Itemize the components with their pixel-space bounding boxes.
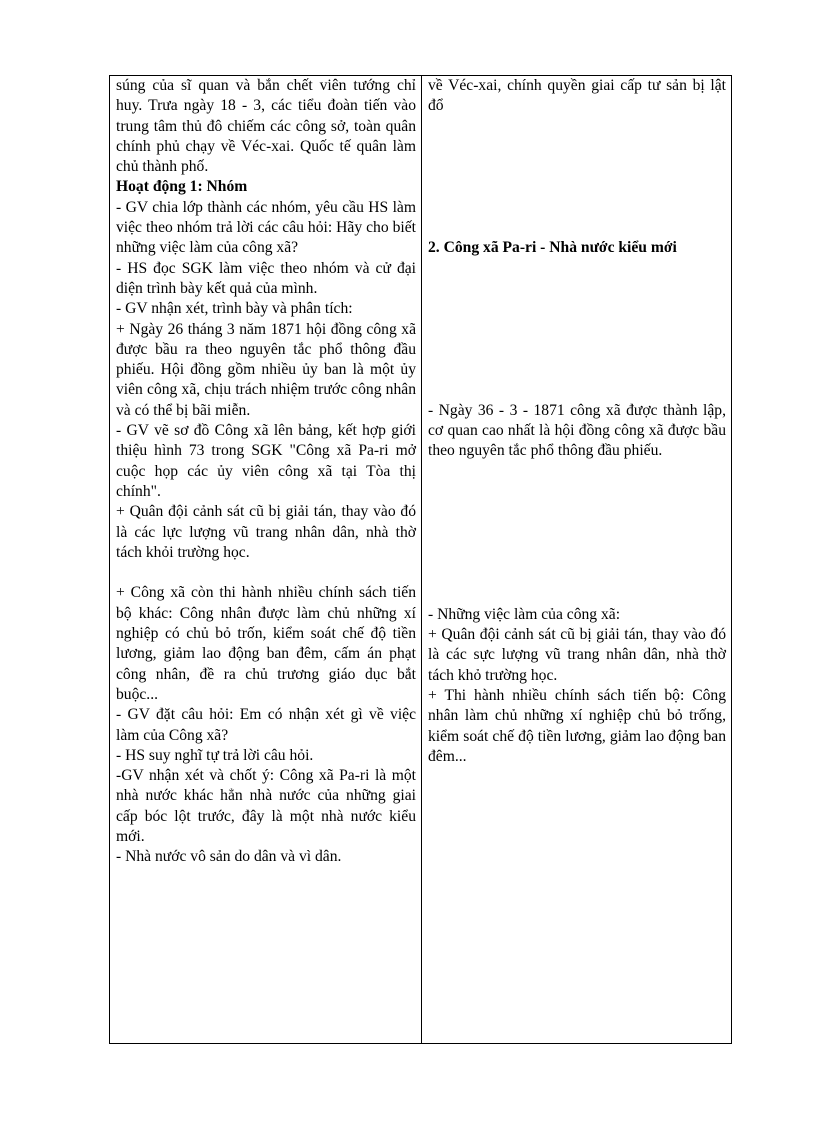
spacer [428,117,726,238]
blank-line [116,563,416,583]
table-row [110,76,732,1044]
intro-paragraph: về Véc-xai, chính quyền giai cấp tư sản bị lật đổ [428,77,726,115]
list-item: - GV vẽ sơ đồ Công xã lên bảng, kết hợp giới thiệu hình 73 trong SGK "Công xã Pa-ri mở cuộc họp các ủy viên công xã tại Tòa thị chính". [116,422,416,500]
list-item: - GV chia lớp thành các nhóm, yêu cầu HS làm việc theo nhóm trả lời các câu hỏi: Hãy cho biết những việc làm của công xã? [116,198,416,257]
lesson-table [109,75,732,1044]
list-item: - GV đặt câu hỏi: Em có nhận xét gì về việc làm của Công xã? [116,706,416,744]
list-item: + Ngày 26 tháng 3 năm 1871 hội đồng công xã được bầu ra theo nguyên tắc phổ thông đầu phiếu. Hội đồng gồm nhiều ủy ban là một ủy viên công xã, chịu trách nhiệm trước công nhân và có thể bị bãi miễn. [116,320,416,419]
list-item: - HS đọc SGK làm việc theo nhóm và cử đại diện trình bày kết quả của mình. [116,259,416,297]
list-item: - GV nhận xét, trình bày và phân tích: [116,300,353,318]
teacher-student-activities-cell [110,76,422,1044]
list-item: + Thi hành nhiều chính sách tiến bộ: Công nhân làm chủ những xí nghiệp chủ bỏ trống, kiểm soát chế độ tiền lương, giảm lao động ban đêm... [428,686,726,765]
section-heading: 2. Công xã Pa-ri - Nhà nước kiểu mới [428,238,677,256]
list-item: + Quân đội cảnh sát cũ bị giải tán, thay vào đó là các lực lượng vũ trang nhân dân, nhà thờ tách khỏi trường học. [116,503,416,561]
knowledge-content-cell [422,76,732,1044]
spacer [428,462,726,605]
list-item: - Nhà nước vô sản do dân và vì dân. [116,848,342,866]
list-item: -GV nhận xét và chốt ý: Công xã Pa-ri là một nhà nước khác hẳn nhà nước của những giai cấp bóc lột trước, đây là một nhà nước kiểu mới. [116,767,416,845]
spacer [428,258,726,401]
intro-paragraph: súng của sĩ quan và bắn chết viên tướng chỉ huy. Trưa ngày 18 - 3, các tiểu đoàn tiến vào trung tâm thủ đô chiếm các công sở, toàn quân chính phủ chạy về Véc-xai. Quốc tế quân làm chủ thành phố. [116,77,416,176]
list-item: - Những việc làm của công xã: [428,605,621,623]
activity-heading: Hoạt động 1: Nhóm [116,178,248,196]
founding-paragraph: - Ngày 36 - 3 - 1871 công xã được thành lập, cơ quan cao nhất là hội đồng công xã được bầu theo nguyên tắc phổ thông đầu phiếu. [428,401,726,460]
list-item: - HS suy nghĩ tự trả lời câu hỏi. [116,746,314,764]
list-item: + Công xã còn thi hành nhiều chính sách tiến bộ khác: Công nhân được làm chủ những xí nghiệp có chủ bỏ trốn, kiểm soát chế độ tiền lương, giảm lao động ban đêm, cấm án phạt công nhân, đề ra chủ trương giáo dục bắt buộc... [116,584,416,703]
list-item: + Quân đội cảnh sát cũ bị giải tán, thay vào đó là các sực lượng vũ trang nhân dân, nhà thờ tách khỏ trường học. [428,626,726,684]
